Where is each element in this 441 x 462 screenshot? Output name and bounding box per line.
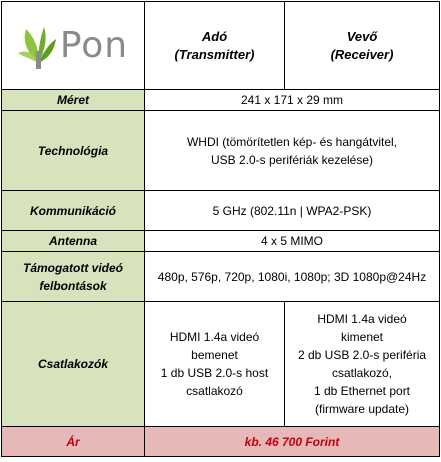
logo-text: Pon	[59, 24, 129, 66]
row-connectors	[2, 302, 440, 427]
transmitter-title: Adó	[201, 28, 228, 44]
antenna-label: Antenna	[2, 231, 145, 252]
header-row	[2, 2, 440, 90]
logo-cell	[2, 2, 145, 90]
connectors-label: Csatlakozók	[2, 302, 145, 427]
technology-value: WHDI (tömörítetlen kép- és hangátvitel, USB 2.0-s perifériák kezelése)	[145, 111, 440, 191]
ipon-leaf-logo-icon	[18, 23, 58, 69]
communication-label: Kommunikáció	[2, 191, 145, 231]
row-communication	[2, 191, 440, 231]
row-antenna	[2, 231, 440, 252]
receiver-title: Vevő	[346, 28, 378, 44]
resolutions-value: 480p, 576p, 720p, 1080i, 1080p; 3D 1080p@24Hz	[145, 252, 440, 302]
ipon-logo	[5, 23, 141, 69]
connectors-transmitter: HDMI 1.4a videó bemenet 1 db USB 2.0-s host csatlakozó	[145, 302, 285, 427]
technology-label: Technológia	[2, 111, 145, 191]
resolutions-label: Támogatott videó felbontások	[2, 252, 145, 302]
receiver-header	[285, 2, 440, 90]
price-label: Ár	[2, 427, 145, 457]
size-label: Méret	[2, 90, 145, 111]
row-size	[2, 90, 440, 111]
communication-value: 5 GHz (802.11n | WPA2-PSK)	[145, 191, 440, 231]
price-value: kb. 46 700 Forint	[145, 427, 440, 457]
spec-table	[1, 1, 440, 457]
receiver-subtitle: (Receiver)	[330, 46, 394, 62]
size-value: 241 x 171 x 29 mm	[145, 90, 440, 111]
connectors-receiver: HDMI 1.4a videó kimenet 2 db USB 2.0-s periféria csatlakozó, 1 db Ethernet port (firmware update)	[285, 302, 440, 427]
row-price	[2, 427, 440, 457]
transmitter-subtitle: (Transmitter)	[174, 46, 255, 62]
row-technology	[2, 111, 440, 191]
transmitter-header	[145, 2, 285, 90]
row-resolutions	[2, 252, 440, 302]
antenna-value: 4 x 5 MIMO	[145, 231, 440, 252]
